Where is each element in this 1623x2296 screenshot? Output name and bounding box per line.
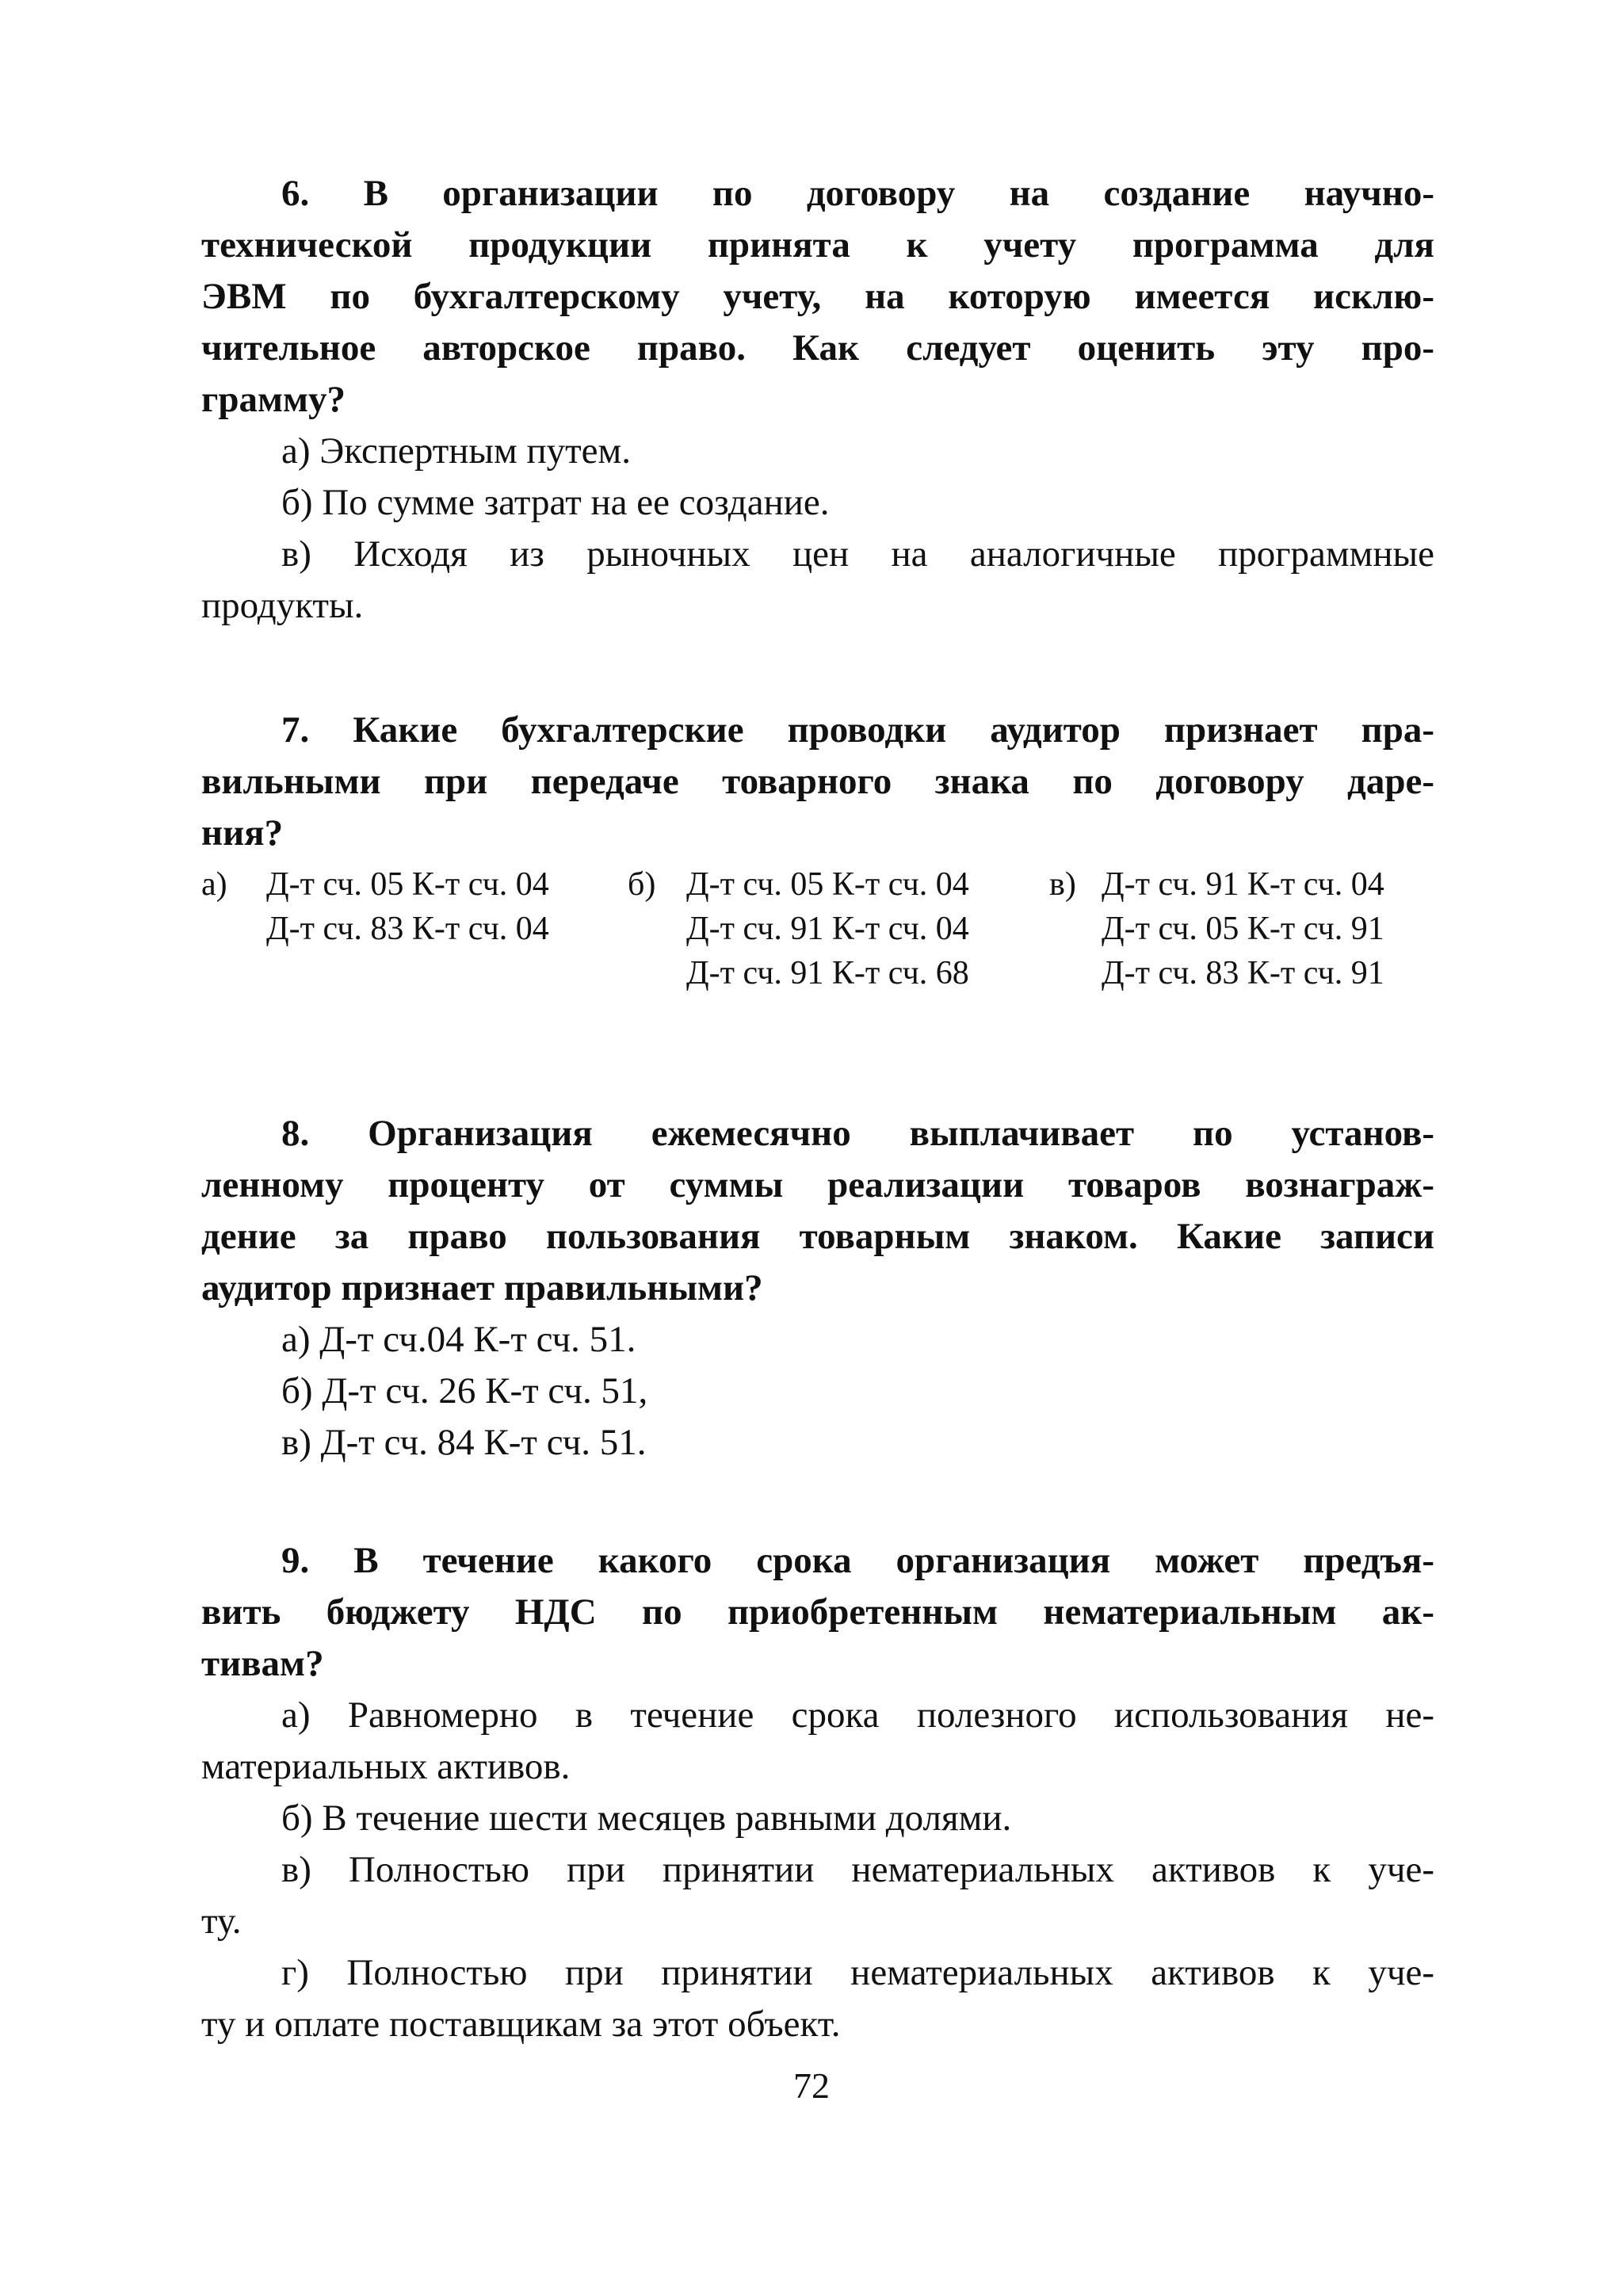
entry-a-row-1: Д-т сч. 05 К-т сч. 04 (266, 866, 549, 903)
question-8-answer-v: в) Д-т сч. 84 К-т сч. 51. (281, 1422, 647, 1463)
question-9-answer-v-line-1: в) Полностью при принятии нематериальных активов к уче- (281, 1849, 1434, 1890)
question-8 (201, 1108, 1434, 1469)
entry-v-row-1: Д-т сч. 91 К-т сч. 04 (1102, 866, 1384, 903)
question-6-answer-v-line-1: в) Исходя из рыночных цен на аналогичные программные (281, 533, 1434, 575)
question-8-line-2: ленному проценту от суммы реализации товаров вознаграж- (201, 1164, 1434, 1205)
question-8-line-1: 8. Организация ежемесячно выплачивает по установ- (281, 1113, 1434, 1154)
question-7 (201, 705, 1434, 997)
question-9-line-3: тивам? (201, 1643, 324, 1684)
entry-a-row-2: Д-т сч. 83 К-т сч. 04 (266, 911, 549, 947)
page-body (201, 168, 1434, 2050)
question-7-entries (201, 862, 1434, 997)
question-7-line-3: ния? (201, 812, 284, 854)
page-number: 72 (793, 2065, 830, 2106)
question-9-line-1: 9. В течение какого срока организация может предъя- (281, 1540, 1434, 1581)
question-9-answer-g-line-1: г) Полностью при принятии нематериальных активов к уче- (281, 1952, 1434, 1993)
question-9 (201, 1535, 1434, 2050)
entry-b-row-1: Д-т сч. 05 К-т сч. 04 (686, 866, 969, 903)
entry-b-list (686, 862, 969, 995)
question-6-answer-a: а) Экспертным путем. (281, 430, 632, 472)
entry-b-row-2: Д-т сч. 91 К-т сч. 04 (686, 911, 969, 947)
question-9-answer-g-line-2: ту и оплате поставщикам за этот объект. (201, 2004, 841, 2045)
question-8-answer-b: б) Д-т сч. 26 К-т сч. 51, (281, 1370, 648, 1412)
question-9-line-2: вить бюджету НДС по приобретенным нематериальным ак- (201, 1591, 1434, 1633)
question-8-line-4: аудитор признает правильными? (201, 1267, 763, 1308)
question-9-answer-v-line-2: ту. (201, 1901, 242, 1942)
entry-v-row-3: Д-т сч. 83 К-т сч. 91 (1102, 955, 1384, 991)
question-6 (201, 168, 1434, 632)
entry-a-letter: а) (201, 866, 227, 903)
entry-a-list (266, 862, 549, 951)
question-9-answer-a-line-2: материальных активов. (201, 1746, 571, 1787)
question-6-line-1: 6. В организации по договору на создание научно- (281, 173, 1434, 214)
question-6-line-2: технической продукции принята к учету программа для (201, 224, 1434, 266)
question-8-answer-a: а) Д-т сч.04 К-т сч. 51. (281, 1319, 636, 1360)
question-6-answer-b: б) По сумме затрат на ее создание. (281, 482, 830, 523)
entry-v-row-2: Д-т сч. 05 К-т сч. 91 (1102, 911, 1384, 947)
question-7-line-2: вильными при передаче товарного знака по договору даре- (201, 761, 1434, 802)
question-7-line-1: 7. Какие бухгалтерские проводки аудитор признает пра- (281, 709, 1434, 751)
question-9-answer-a-line-1: а) Равномерно в течение срока полезного использования не- (281, 1694, 1434, 1736)
question-6-answer-v-line-2: продукты. (201, 585, 364, 626)
entry-v-letter: в) (1049, 866, 1076, 903)
question-6-line-5: грамму? (201, 379, 346, 420)
entry-b-row-3: Д-т сч. 91 К-т сч. 68 (686, 955, 969, 991)
entry-b-letter: б) (628, 866, 656, 903)
question-8-line-3: дение за право пользования товарным знаком. Какие записи (201, 1216, 1434, 1257)
question-6-line-4: чительное авторское право. Как следует оценить эту про- (201, 327, 1434, 369)
question-6-line-3: ЭВМ по бухгалтерскому учету, на которую имеется исклю- (201, 276, 1434, 317)
question-9-answer-b: б) В течение шести месяцев равными долями. (281, 1797, 1012, 1839)
entry-v-list (1102, 862, 1384, 995)
